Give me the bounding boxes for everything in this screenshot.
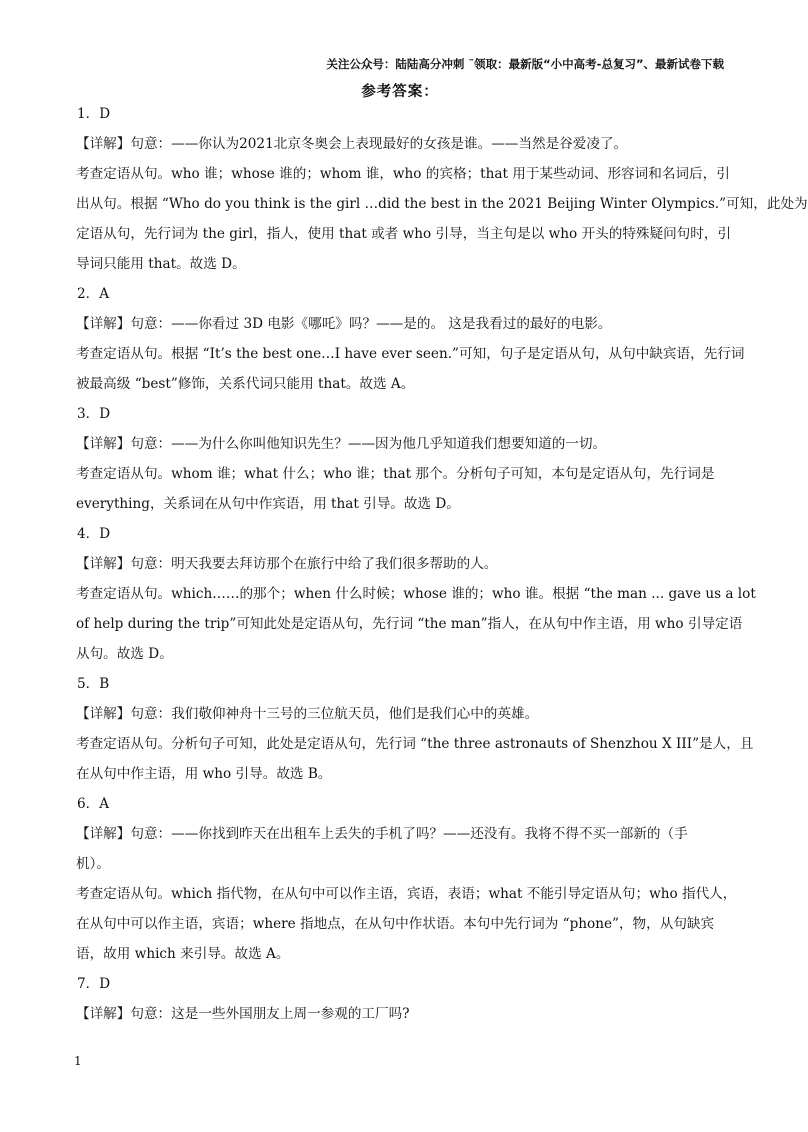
page-title: 参考答案： <box>361 84 439 100</box>
explanation-line: 【详解】句意：这是一些外国朋友上周一参观的工厂吗? <box>76 1006 410 1022</box>
explanation-line: 机）。 <box>76 856 110 872</box>
answer-list <box>76 99 808 1029</box>
explanation-line: 考查定语从句。whom 谁；what 什么；who 谁；that 那个。分析句子可知，本句是定语从句，先行词是 <box>76 466 715 482</box>
explanation-line: 【详解】句意：——你认为2021北京冬奥会上表现最好的女孩是谁。——当然是谷爱凌了。 <box>76 136 628 152</box>
explanation-line: 考查定语从句。根据 “It’s the best one…I have ever seen.”可知，句子是定语从句，从句中缺宾语，先行词 <box>76 346 745 362</box>
explanation-line: 定语从句，先行词为 the girl，指人，使用 that 或者 who 引导，当主句是以 who 开头的特殊疑问句时，引 <box>76 226 732 242</box>
answer-number: 7．D <box>77 976 111 992</box>
explanation-line: 考查定语从句。who 谁；whose 谁的；whom 谁，who 的宾格；that 用于某些动词、形容词和名词后，引 <box>76 166 730 182</box>
explanation-line: 从句。故选 D。 <box>76 646 173 662</box>
explanation-line: of help during the trip”可知此处是定语从句，先行词 “the man”指人，在从句中作主语，用 who 引导定语 <box>76 616 743 632</box>
explanation-line: 【详解】句意：我们敬仰神舟十三号的三位航天员，他们是我们心中的英雄。 <box>76 706 539 722</box>
explanation-line: 【详解】句意：——为什么你叫他知识先生？——因为他几乎知道我们想要知道的一切。 <box>76 436 607 452</box>
answer-item-5 <box>76 669 754 789</box>
answer-number: 4．D <box>77 526 111 542</box>
explanation-line: 被最高级 “best”修饰，关系代词只能用 that。故选 A。 <box>76 376 415 392</box>
answer-item-7 <box>76 969 726 1029</box>
answer-number: 2．A <box>77 286 110 302</box>
answer-item-3 <box>76 399 726 519</box>
answer-item-6 <box>76 789 737 969</box>
answer-number: 5．B <box>77 676 110 692</box>
answer-item-1 <box>76 99 808 279</box>
explanation-line: 在从句中作主语，用 who 引导。故选 B。 <box>76 766 332 782</box>
explanation-line: 考查定语从句。分析句子可知，此处是定语从句，先行词 “the three astronauts of Shenzhou X III”是人，且 <box>76 736 754 752</box>
answer-number: 6．A <box>77 796 110 812</box>
explanation-line: 语，故用 which 来引导。故选 A。 <box>76 946 290 962</box>
explanation-line: 【详解】句意：——你看过 3D 电影《哪吒》吗？——是的。 这是我看过的最好的电影。 <box>76 316 612 332</box>
explanation-line: 【详解】句意：明天我要去拜访那个在旅行中给了我们很多帮助的人。 <box>76 556 498 572</box>
answer-number: 1．D <box>77 106 111 122</box>
explanation-line: 考查定语从句。which……的那个；when 什么时候；whose 谁的；who 谁。根据 “the man ... gave us a lot <box>76 586 756 602</box>
explanation-line: 出从句。根据 “Who do you think is the girl …did the best in the 2021 Beijing Winter Olympics.”可知，此处为 <box>76 196 808 212</box>
answer-item-4 <box>76 519 756 669</box>
explanation-line: 在从句中可以作主语，宾语；where 指地点，在从句中作状语。本句中先行词为 “phone”，物，从句缺宾 <box>76 916 715 932</box>
explanation-line: 【详解】句意：——你找到昨天在出租车上丢失的手机了吗？——还没有。我将不得不买一部新的（手 <box>76 826 688 842</box>
answer-item-2 <box>76 279 745 399</box>
answer-number: 3．D <box>77 406 111 422</box>
page-number: 1 <box>74 1054 82 1068</box>
page-header: 关注公众号：陆陆高分冲刺 ˜领取：最新版“小中高考-总复习”、最新试卷下载 <box>326 57 724 71</box>
explanation-line: 导词只能用 that。故选 D。 <box>76 256 246 272</box>
explanation-line: everything，关系词在从句中作宾语，用 that 引导。故选 D。 <box>76 496 460 512</box>
explanation-line: 考查定语从句。which 指代物，在从句中可以作主语，宾语，表语；what 不能引导定语从句；who 指代人， <box>76 886 737 902</box>
